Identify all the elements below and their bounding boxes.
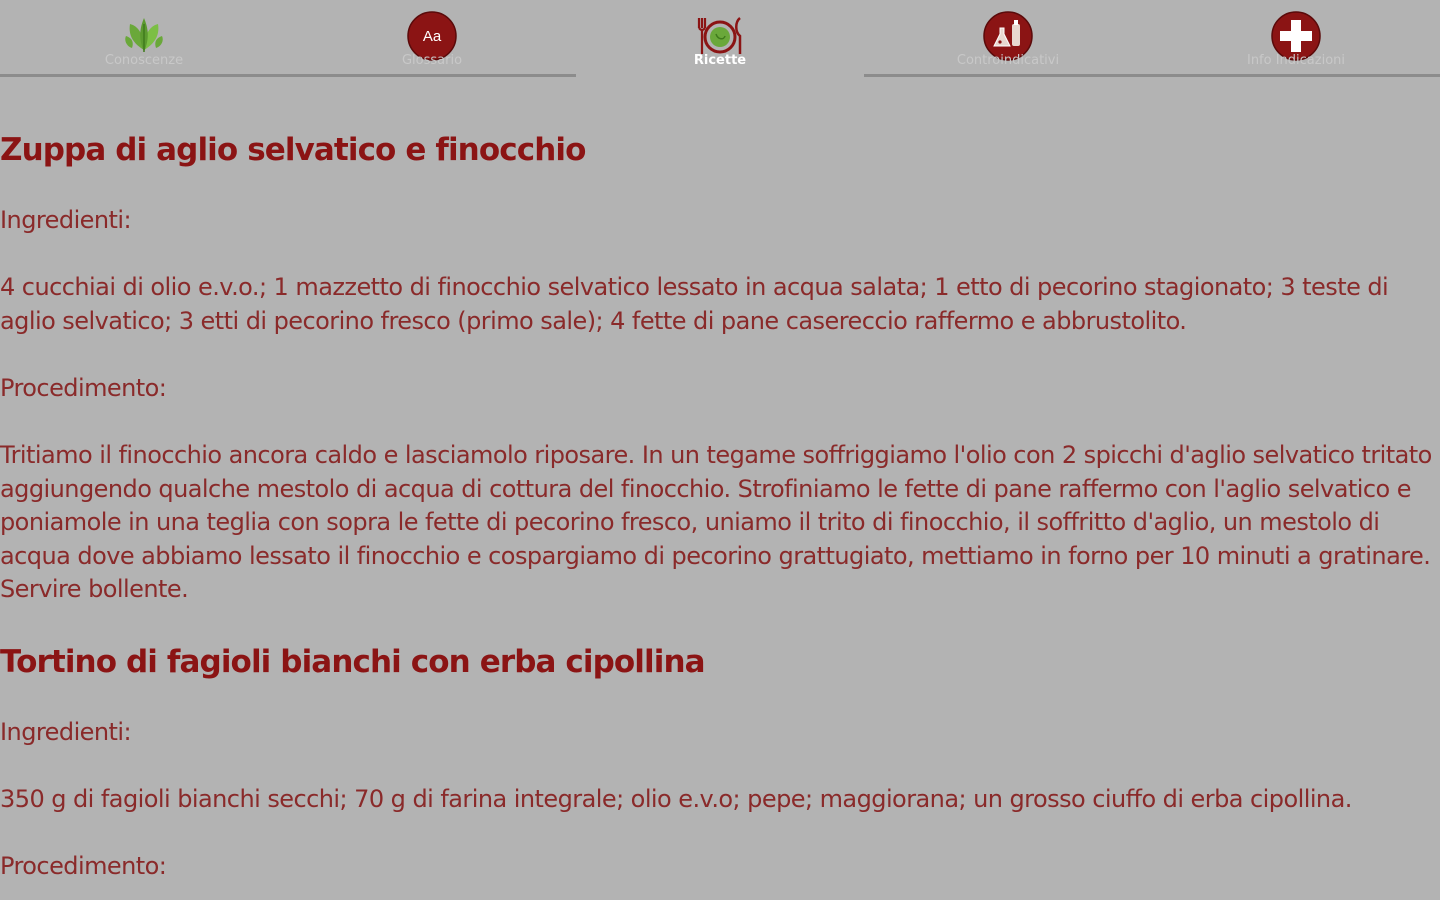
tab-divider [576, 74, 864, 77]
ingredients-text: 350 g di fagioli bianchi secchi; 70 g di farina integrale; olio e.v.o; pepe; maggiorana; un grosso ciuffo di erba cipollina. [0, 785, 1352, 813]
tab-label: Ricette [693, 53, 747, 68]
tab-label: Controindicativi [956, 53, 1060, 68]
ingredients-text: 4 cucchiai di olio e.v.o.; 1 mazzetto di finocchio selvatico lessato in acqua salata; 1 etto di pecorino stagionato; 3 teste di aglio selvatico; 3 etti di pecorino fresco (primo sale); 4 fette di pane casereccio raffermo e abbrustolito. [0, 273, 1389, 335]
tab-controindicativi[interactable] [864, 0, 1152, 80]
tab-conoscenze[interactable] [0, 0, 288, 80]
procedure-label: Procedimento: [0, 852, 167, 880]
tab-divider [288, 74, 576, 77]
ingredients-label: Ingredienti: [0, 206, 132, 234]
tab-ricette[interactable] [576, 0, 864, 80]
recipe-title: Tortino di fagioli bianchi con erba cipollina [0, 644, 705, 680]
tab-label: Info Indicazioni [1246, 53, 1346, 68]
procedure-label: Procedimento: [0, 374, 167, 402]
tab-bar [0, 0, 1440, 80]
tab-divider [864, 74, 1152, 77]
recipe-content [0, 80, 1436, 900]
tab-label: Conoscenze [104, 53, 184, 68]
tab-divider [1152, 74, 1440, 77]
procedure-text: Tritiamo il finocchio ancora caldo e lasciamolo riposare. In un tegame soffriggiamo l'olio con 2 spicchi d'aglio selvatico tritato aggiungendo qualche mestolo di acqua di cottura del finocchio. Strofiniamo le fette di pane raffermo con l'aglio selvatico e poniamole in una teglia con sopra le fette di pecorino fresco, uniamo il trito di finocchio, il soffritto d'aglio, un mestolo di acqua dove abbiamo lessato il finocchio e cospargiamo di pecorino grattugiato, mettiamo in forno per 10 minuti a gratinare. Servire bollente. [0, 441, 1432, 603]
ingredients-label: Ingredienti: [0, 718, 132, 746]
tab-label: Glossario [401, 53, 463, 68]
tab-glossario[interactable] [288, 0, 576, 80]
recipe-title: Zuppa di aglio selvatico e finocchio [0, 132, 586, 168]
svg-text:Aa: Aa [422, 28, 442, 45]
tab-info-indicazioni[interactable] [1152, 0, 1440, 80]
tab-divider [0, 74, 288, 77]
